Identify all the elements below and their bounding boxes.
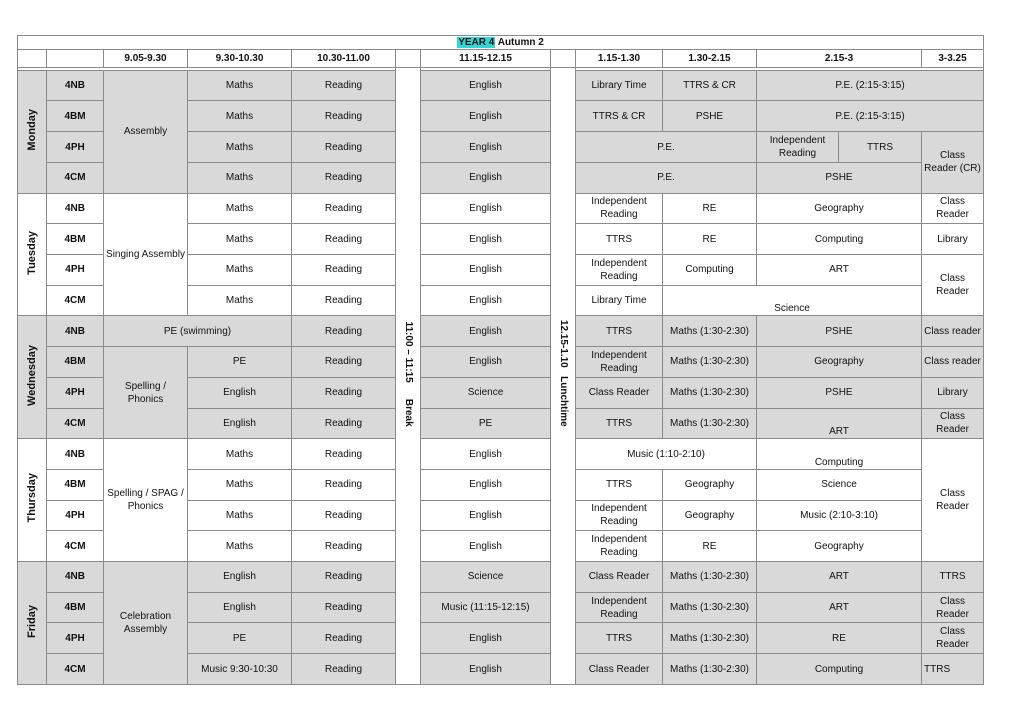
lesson-cell: Independent Reading — [576, 193, 663, 224]
lesson-cell: Geography — [757, 193, 922, 224]
lesson-cell: Computing — [757, 654, 922, 685]
class-label: 4NB — [47, 316, 104, 347]
lesson-cell: Library Time — [576, 285, 663, 316]
title-term: Autumn 2 — [495, 37, 544, 49]
class-label: 4PH — [47, 500, 104, 531]
class-label: 4CM — [47, 162, 104, 193]
class-label: 4CM — [47, 654, 104, 685]
lunch-column — [551, 67, 576, 684]
lesson-cell: TTRS & CR — [576, 101, 663, 132]
timetable — [17, 35, 984, 685]
lesson-cell: Maths — [188, 224, 292, 255]
lesson-cell: TTRS — [839, 132, 922, 163]
lesson-cell: Maths — [188, 101, 292, 132]
lesson-cell: Maths (1:30-2:30) — [663, 623, 757, 654]
lesson-cell: Maths (1:30-2:30) — [663, 654, 757, 685]
class-label: 4CM — [47, 408, 104, 439]
class-label: 4CM — [47, 531, 104, 562]
lesson-cell: Science — [421, 562, 551, 593]
thursday-class-reader: Class Reader — [922, 439, 984, 562]
break-column — [396, 67, 421, 684]
lesson-cell: Class reader — [922, 316, 984, 347]
lesson-cell: Class Reader — [922, 592, 984, 623]
lesson-cell: Reading — [292, 592, 396, 623]
lesson-cell: Class Reader — [576, 377, 663, 408]
lesson-cell: Science — [663, 285, 922, 316]
header-break — [396, 50, 421, 67]
lesson-cell: Maths (1:30-2:30) — [663, 592, 757, 623]
lesson-cell: Independent Reading — [576, 347, 663, 378]
day-monday: Monday — [18, 70, 47, 193]
friday-assembly: Celebration Assembly — [104, 562, 188, 685]
lesson-cell: ART — [757, 408, 922, 439]
lesson-cell: Reading — [292, 623, 396, 654]
lesson-cell: PE — [188, 623, 292, 654]
lesson-cell: Reading — [292, 101, 396, 132]
lesson-cell: English — [421, 469, 551, 500]
lesson-cell: Class Reader — [576, 562, 663, 593]
lesson-cell: English — [421, 132, 551, 163]
lesson-cell: Library — [922, 224, 984, 255]
lesson-cell: Reading — [292, 70, 396, 101]
lesson-cell: English — [421, 162, 551, 193]
lesson-cell: Reading — [292, 408, 396, 439]
lesson-cell: TTRS — [576, 623, 663, 654]
header-slot-2: 9.30-10.30 — [188, 50, 292, 67]
lesson-cell: Reading — [292, 347, 396, 378]
class-label: 4NB — [47, 562, 104, 593]
lunch-time: 12.15-1.10 — [557, 320, 569, 369]
lesson-cell: Music (2:10-3:10) — [757, 500, 922, 531]
lesson-cell: Maths — [188, 439, 292, 470]
lesson-cell: Geography — [757, 347, 922, 378]
tuesday-assembly: Singing Assembly — [104, 193, 188, 316]
class-label: 4BM — [47, 224, 104, 255]
lesson-cell: Geography — [663, 500, 757, 531]
lesson-cell: PE — [421, 408, 551, 439]
lesson-cell: RE — [663, 224, 757, 255]
lesson-cell: Maths (1:30-2:30) — [663, 408, 757, 439]
lesson-cell: English — [188, 562, 292, 593]
lesson-cell: PSHE — [757, 316, 922, 347]
lesson-cell: Computing — [663, 255, 757, 286]
lesson-cell: English — [188, 377, 292, 408]
lesson-cell: Maths (1:30-2:30) — [663, 316, 757, 347]
lesson-cell: ART — [757, 255, 922, 286]
lesson-cell: PSHE — [757, 377, 922, 408]
class-label: 4BM — [47, 347, 104, 378]
lesson-cell: Reading — [292, 255, 396, 286]
class-label: 4NB — [47, 70, 104, 101]
lesson-cell: Independent Reading — [576, 500, 663, 531]
lesson-cell: Reading — [292, 654, 396, 685]
lesson-cell: Maths — [188, 162, 292, 193]
lesson-cell: English — [421, 101, 551, 132]
timetable-title — [18, 36, 984, 50]
lesson-cell: Maths — [188, 469, 292, 500]
lesson-cell: Class Reader — [922, 623, 984, 654]
lesson-cell: Maths (1:30-2:30) — [663, 562, 757, 593]
lesson-cell: TTRS & CR — [663, 70, 757, 101]
lesson-cell: Independent Reading — [576, 592, 663, 623]
lesson-cell: PSHE — [757, 162, 922, 193]
header-slot-4: 11.15-12.15 — [421, 50, 551, 67]
lesson-cell: Class Reader — [922, 193, 984, 224]
lesson-cell: Independent Reading — [576, 531, 663, 562]
lesson-cell: Science — [421, 377, 551, 408]
lesson-cell: English — [421, 439, 551, 470]
lesson-cell: Maths — [188, 285, 292, 316]
monday-assembly: Assembly — [104, 70, 188, 193]
header-slot-8: 3-3.25 — [922, 50, 984, 67]
lesson-cell: Reading — [292, 531, 396, 562]
lesson-cell: English — [421, 500, 551, 531]
lesson-cell: P.E. — [576, 162, 757, 193]
lesson-cell: PE (swimming) — [104, 316, 292, 347]
lesson-cell: RE — [663, 531, 757, 562]
lesson-cell: RE — [663, 193, 757, 224]
lesson-cell: RE — [757, 623, 922, 654]
break-label: Break — [402, 398, 414, 427]
lesson-cell: TTRS — [922, 654, 984, 685]
lesson-cell: English — [421, 347, 551, 378]
class-label: 4CM — [47, 285, 104, 316]
lesson-cell: ART — [757, 562, 922, 593]
lesson-cell: Reading — [292, 132, 396, 163]
lesson-cell: Reading — [292, 469, 396, 500]
class-label: 4BM — [47, 592, 104, 623]
lesson-cell: Reading — [292, 500, 396, 531]
class-label: 4PH — [47, 377, 104, 408]
lesson-cell: Maths — [188, 70, 292, 101]
lesson-cell: Maths (1:30-2:30) — [663, 347, 757, 378]
class-label: 4NB — [47, 439, 104, 470]
header-slot-7: 2.15-3 — [757, 50, 922, 67]
lesson-cell: Reading — [292, 285, 396, 316]
lesson-cell: Reading — [292, 316, 396, 347]
wednesday-spelling: Spelling / Phonics — [104, 347, 188, 439]
thursday-spelling: Spelling / SPAG / Phonics — [104, 439, 188, 562]
title-highlight: YEAR 4 — [458, 37, 495, 49]
lesson-cell: Reading — [292, 193, 396, 224]
lesson-cell: Maths — [188, 132, 292, 163]
lesson-cell: Reading — [292, 162, 396, 193]
lesson-cell: P.E. — [576, 132, 757, 163]
lesson-cell: English — [421, 654, 551, 685]
lesson-cell: English — [188, 408, 292, 439]
lesson-cell: TTRS — [922, 562, 984, 593]
day-thursday: Thursday — [18, 439, 47, 562]
lesson-cell: Maths — [188, 531, 292, 562]
lesson-cell: Maths — [188, 193, 292, 224]
header-lunch — [551, 50, 576, 67]
lesson-cell: Class Reader — [576, 654, 663, 685]
header-slot-6: 1.30-2.15 — [663, 50, 757, 67]
lesson-cell: Computing — [757, 224, 922, 255]
class-label: 4PH — [47, 623, 104, 654]
lesson-cell: TTRS — [576, 469, 663, 500]
lesson-cell: Maths (1:30-2:30) — [663, 377, 757, 408]
lesson-cell: PE — [188, 347, 292, 378]
corner-cell — [18, 50, 47, 67]
lesson-cell: Maths — [188, 500, 292, 531]
lesson-cell: Computing — [757, 439, 922, 470]
lesson-cell: P.E. (2:15-3:15) — [757, 101, 984, 132]
lesson-cell: Reading — [292, 224, 396, 255]
lesson-cell: Reading — [292, 377, 396, 408]
lesson-cell: English — [421, 623, 551, 654]
lesson-cell: Maths — [188, 255, 292, 286]
lesson-cell: Class Reader — [922, 255, 984, 316]
lesson-cell: Music 9:30-10:30 — [188, 654, 292, 685]
lesson-cell: English — [188, 592, 292, 623]
day-wednesday: Wednesday — [18, 316, 47, 439]
lesson-cell: Class reader — [922, 347, 984, 378]
class-label: 4BM — [47, 469, 104, 500]
lesson-cell: Reading — [292, 439, 396, 470]
day-tuesday: Tuesday — [18, 193, 47, 316]
lesson-cell: TTRS — [576, 224, 663, 255]
lesson-cell: English — [421, 224, 551, 255]
lesson-cell: Music (1:10-2:10) — [576, 439, 757, 470]
lesson-cell: Library — [922, 377, 984, 408]
lesson-cell: TTRS — [576, 316, 663, 347]
lesson-cell: Geography — [663, 469, 757, 500]
lesson-cell: Geography — [757, 531, 922, 562]
lesson-cell: PSHE — [663, 101, 757, 132]
lesson-cell: P.E. (2:15-3:15) — [757, 70, 984, 101]
lesson-cell: Music (11:15-12:15) — [421, 592, 551, 623]
break-time: 11:00 – 11:15 — [402, 321, 414, 383]
lesson-cell: ART — [757, 592, 922, 623]
header-slot-5: 1.15-1.30 — [576, 50, 663, 67]
class-header-cell — [47, 50, 104, 67]
class-label: 4PH — [47, 132, 104, 163]
lesson-cell: Independent Reading — [576, 255, 663, 286]
lesson-cell: English — [421, 70, 551, 101]
lesson-cell: English — [421, 255, 551, 286]
class-label: 4BM — [47, 101, 104, 132]
lesson-cell: Class Reader (CR) — [922, 132, 984, 193]
lesson-cell: TTRS — [576, 408, 663, 439]
lesson-cell: English — [421, 193, 551, 224]
class-label: 4PH — [47, 255, 104, 286]
header-slot-1: 9.05-9.30 — [104, 50, 188, 67]
lesson-cell: English — [421, 531, 551, 562]
header-slot-3: 10.30-11.00 — [292, 50, 396, 67]
class-label: 4NB — [47, 193, 104, 224]
lesson-cell: Class Reader — [922, 408, 984, 439]
day-friday: Friday — [18, 562, 47, 685]
lunch-label: Lunchtime — [557, 376, 569, 428]
lesson-cell: Independent Reading — [757, 132, 839, 163]
lesson-cell: Reading — [292, 562, 396, 593]
lesson-cell: English — [421, 285, 551, 316]
lesson-cell: Library Time — [576, 70, 663, 101]
lesson-cell: English — [421, 316, 551, 347]
lesson-cell: Science — [757, 469, 922, 500]
